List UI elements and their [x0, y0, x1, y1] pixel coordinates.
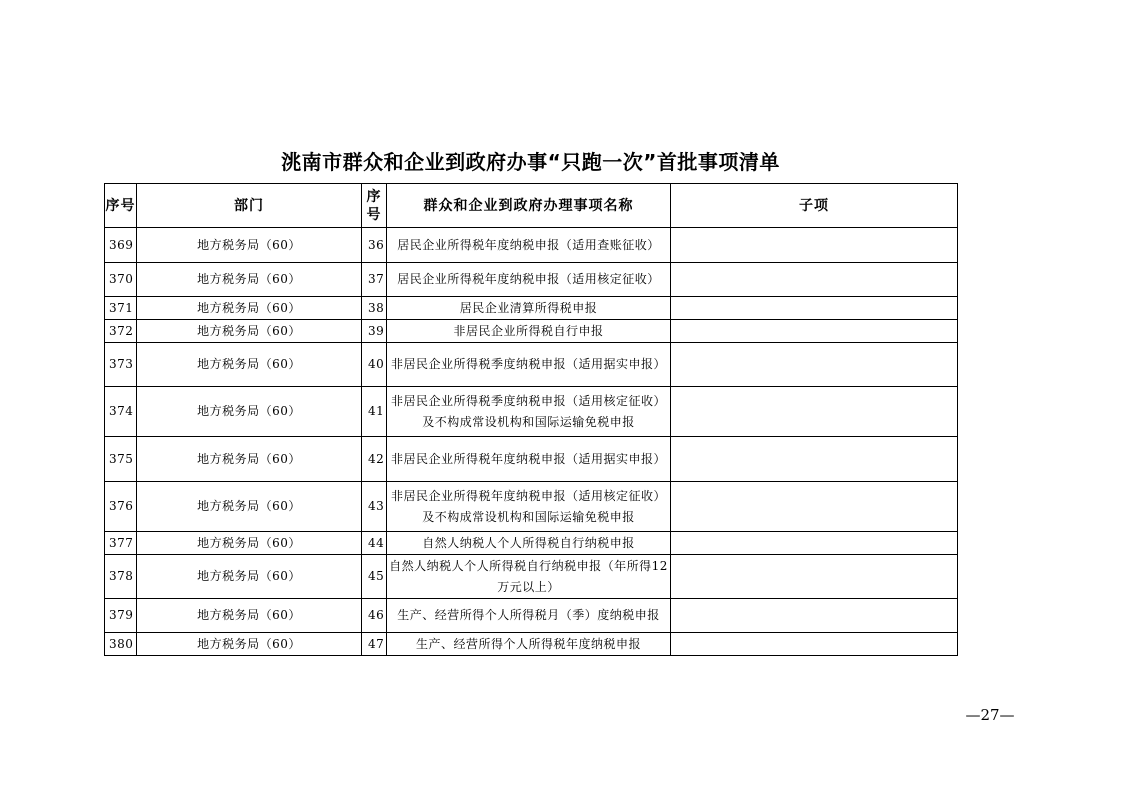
document-title: 洮南市群众和企业到政府办事“只跑一次”首批事项清单: [281, 150, 780, 174]
row-item-name-cell: 居民企业所得税年度纳税申报（适用核定征收）: [387, 263, 671, 297]
table-row: [105, 482, 958, 532]
row-sub-item-cell: [671, 599, 958, 633]
row-item-name-cell: 自然人纳税人个人所得税自行纳税申报: [387, 532, 671, 555]
row-department-cell: 地方税务局（60）: [137, 437, 362, 482]
table-row: [105, 633, 958, 656]
row-department-cell: 地方税务局（60）: [137, 228, 362, 263]
row-department-cell: 地方税务局（60）: [137, 532, 362, 555]
row-sub-item-cell: [671, 297, 958, 320]
row-seq-cell: 374: [105, 387, 137, 437]
row-department-cell: 地方税务局（60）: [137, 320, 362, 343]
table-row: [105, 228, 958, 263]
row-department-cell: 地方税务局（60）: [137, 555, 362, 599]
row-sub-item-cell: [671, 263, 958, 297]
table-row: [105, 263, 958, 297]
row-department-cell: 地方税务局（60）: [137, 387, 362, 437]
row-item-name-cell: 非居民企业所得税年度纳税申报（适用核定征收）及不构成常设机构和国际运输免税申报: [387, 482, 671, 532]
row-item-name-cell: 非居民企业所得税季度纳税申报（适用据实申报）: [387, 343, 671, 387]
row-item-name-cell: 非居民企业所得税自行申报: [387, 320, 671, 343]
row-sub-seq-cell: 39: [362, 320, 387, 343]
row-sub-item-cell: [671, 387, 958, 437]
row-seq-cell: 377: [105, 532, 137, 555]
row-sub-seq-cell: 38: [362, 297, 387, 320]
row-department-cell: 地方税务局（60）: [137, 633, 362, 656]
page-number: —27—: [965, 706, 1015, 724]
row-department-cell: 地方税务局（60）: [137, 599, 362, 633]
row-sub-item-cell: [671, 320, 958, 343]
table-row: [105, 343, 958, 387]
row-sub-item-cell: [671, 343, 958, 387]
row-sub-seq-cell: 42: [362, 437, 387, 482]
row-sub-item-cell: [671, 633, 958, 656]
row-sub-seq-cell: 36: [362, 228, 387, 263]
table-row: [105, 555, 958, 599]
table-row: [105, 437, 958, 482]
row-seq-cell: 376: [105, 482, 137, 532]
row-seq-cell: 370: [105, 263, 137, 297]
row-seq-cell: 379: [105, 599, 137, 633]
row-department-cell: 地方税务局（60）: [137, 482, 362, 532]
row-seq-cell: 372: [105, 320, 137, 343]
header-sub-item: 子项: [671, 184, 958, 228]
table-body: [105, 228, 958, 656]
row-department-cell: 地方税务局（60）: [137, 263, 362, 297]
row-department-cell: 地方税务局（60）: [137, 297, 362, 320]
row-seq-cell: 380: [105, 633, 137, 656]
row-sub-seq-cell: 47: [362, 633, 387, 656]
header-item-name: 群众和企业到政府办理事项名称: [387, 184, 671, 228]
table-row: [105, 387, 958, 437]
table-row: [105, 532, 958, 555]
row-item-name-cell: 居民企业清算所得税申报: [387, 297, 671, 320]
row-sub-seq-cell: 44: [362, 532, 387, 555]
row-department-cell: 地方税务局（60）: [137, 343, 362, 387]
row-seq-cell: 369: [105, 228, 137, 263]
row-item-name-cell: 生产、经营所得个人所得税月（季）度纳税申报: [387, 599, 671, 633]
table-row: [105, 297, 958, 320]
row-item-name-cell: 非居民企业所得税季度纳税申报（适用核定征收）及不构成常设机构和国际运输免税申报: [387, 387, 671, 437]
row-seq-cell: 373: [105, 343, 137, 387]
header-department: 部门: [137, 184, 362, 228]
row-sub-seq-cell: 37: [362, 263, 387, 297]
row-sub-seq-cell: 43: [362, 482, 387, 532]
row-sub-seq-cell: 46: [362, 599, 387, 633]
row-sub-item-cell: [671, 482, 958, 532]
row-seq-cell: 371: [105, 297, 137, 320]
header-sub-seq: 序号: [362, 184, 387, 228]
row-sub-item-cell: [671, 532, 958, 555]
row-sub-item-cell: [671, 555, 958, 599]
row-sub-item-cell: [671, 228, 958, 263]
row-sub-seq-cell: 40: [362, 343, 387, 387]
table-header-row: [105, 184, 958, 228]
row-sub-seq-cell: 41: [362, 387, 387, 437]
table-row: [105, 599, 958, 633]
row-sub-seq-cell: 45: [362, 555, 387, 599]
row-sub-item-cell: [671, 437, 958, 482]
row-seq-cell: 378: [105, 555, 137, 599]
header-seq: 序号: [105, 184, 137, 228]
row-seq-cell: 375: [105, 437, 137, 482]
row-item-name-cell: 居民企业所得税年度纳税申报（适用查账征收）: [387, 228, 671, 263]
matters-table: [104, 183, 958, 656]
row-item-name-cell: 自然人纳税人个人所得税自行纳税申报（年所得12万元以上）: [387, 555, 671, 599]
row-item-name-cell: 非居民企业所得税年度纳税申报（适用据实申报）: [387, 437, 671, 482]
table-row: [105, 320, 958, 343]
row-item-name-cell: 生产、经营所得个人所得税年度纳税申报: [387, 633, 671, 656]
